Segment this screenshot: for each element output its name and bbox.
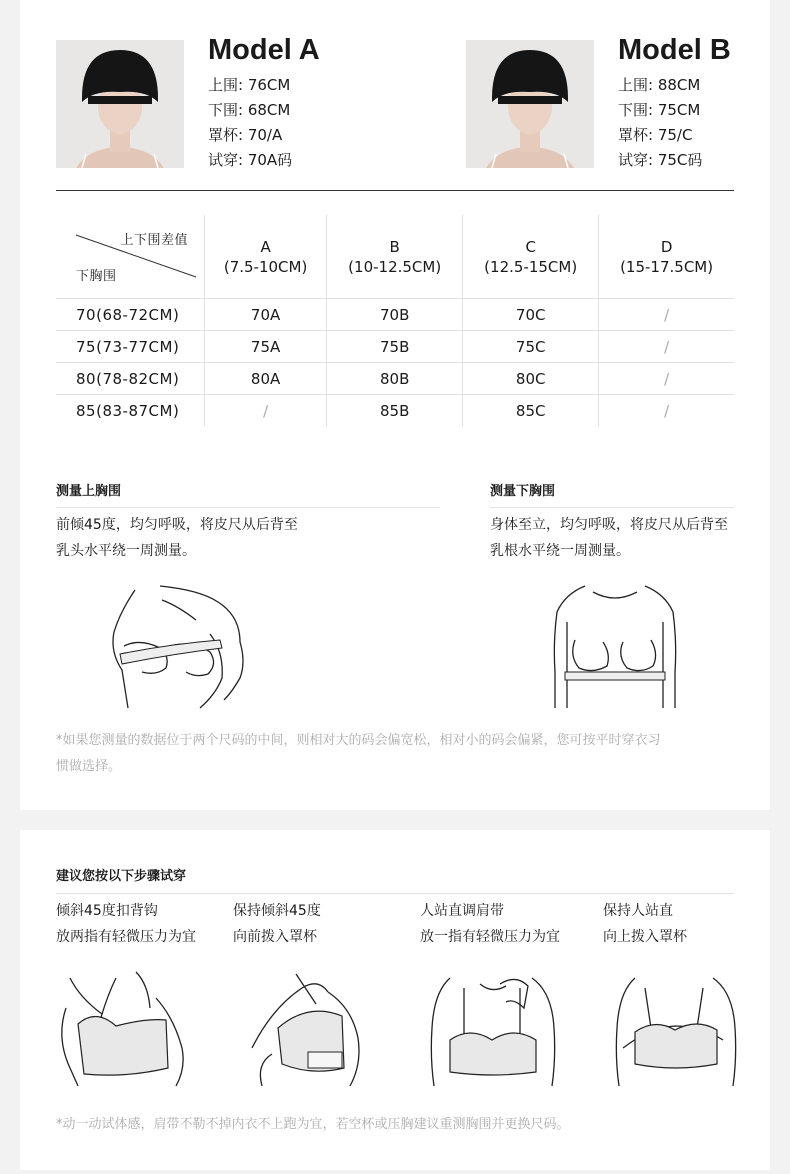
table-cell: 70C [463, 299, 599, 331]
col-b-range: (10-12.5CM) [348, 257, 442, 276]
model-b-upper: 上围: 88CM [618, 76, 701, 94]
step-2-illustration [232, 968, 372, 1088]
model-a-photo [56, 40, 184, 168]
table-cell: / [599, 363, 734, 395]
model-a-upper: 上围: 76CM [208, 76, 291, 94]
size-table-corner [56, 215, 205, 299]
step-4-line-1: 保持人站直 [603, 903, 673, 919]
table-cell: 85B [327, 395, 463, 427]
measure-note [56, 728, 746, 780]
model-a-fit: 试穿: 70A码 [208, 151, 293, 169]
table-cell: / [599, 331, 734, 363]
steps-divider [56, 893, 734, 894]
step-2-line-2: 向前拨入罩杯 [233, 929, 317, 945]
table-cell: 75A [205, 331, 327, 363]
step-4-illustration [605, 968, 745, 1088]
step-2-line-1: 保持倾斜45度 [233, 903, 321, 919]
step-3-text [420, 898, 560, 950]
table-row [56, 363, 734, 395]
col-b-letter: B [389, 237, 400, 256]
col-d-letter: D [660, 237, 673, 256]
table-cell: 70B [327, 299, 463, 331]
size-table-header [56, 215, 734, 299]
col-header-d [599, 215, 734, 299]
step-3-illustration [420, 968, 570, 1088]
model-b-under: 下围: 75CM [618, 101, 701, 119]
table-cell: 85C [463, 395, 599, 427]
model-b-fit: 试穿: 75C码 [618, 151, 703, 169]
step-1-line-2: 放两指有轻微压力为宜 [56, 929, 196, 945]
model-a-cup: 罩杯: 70/A [208, 126, 283, 144]
model-b-photo [466, 40, 594, 168]
row-label: 75(73-77CM) [56, 331, 205, 363]
step-1-text [56, 898, 196, 950]
col-header-a [205, 215, 327, 299]
size-guide-card [20, 0, 770, 810]
steps-title: 建议您按以下步骤试穿 [56, 869, 187, 884]
upper-measure-divider [56, 507, 440, 508]
step-1-line-1: 倾斜45度扣背钩 [56, 903, 158, 919]
try-on-steps-card [20, 830, 770, 1170]
model-b-cup: 罩杯: 75/C [618, 126, 693, 144]
steps-note: *动一动试体感，肩带不勒不掉内衣不上跑为宜，若空杯或压胸建议重测胸围并更换尺码。 [56, 1117, 570, 1132]
under-bust-illustration [545, 582, 685, 710]
step-1-illustration [56, 968, 196, 1088]
lower-measure-divider [490, 507, 734, 508]
table-row [56, 395, 734, 427]
col-a-range: (7.5-10CM) [223, 257, 308, 276]
step-3-line-1: 人站直调肩带 [420, 903, 504, 919]
col-header-c [463, 215, 599, 299]
model-b-name: Model B [618, 34, 731, 66]
table-row [56, 299, 734, 331]
lower-measure-desc-2: 乳根水平绕一周测量。 [490, 543, 630, 559]
col-header-b [327, 215, 463, 299]
lower-measure-title: 测量下胸围 [490, 484, 556, 499]
upper-measure-desc-2: 乳头水平绕一周测量。 [56, 543, 196, 559]
corner-top-label: 上下围差值 [120, 233, 188, 248]
col-a-letter: A [260, 237, 271, 256]
step-3-line-2: 放一指有轻微压力为宜 [420, 929, 560, 945]
table-cell: / [599, 395, 734, 427]
table-cell: 80B [327, 363, 463, 395]
corner-bottom-label: 下胸围 [76, 269, 117, 284]
col-c-letter: C [525, 237, 536, 256]
measure-note-line-1: *如果您测量的数据位于两个尺码的中间，则相对大的码会偏宽松，相对小的码会偏紧，您可按平时穿衣习 [56, 733, 661, 748]
size-table [56, 215, 734, 426]
row-label: 70(68-72CM) [56, 299, 205, 331]
step-4-line-2: 向上拨入罩杯 [603, 929, 687, 945]
row-label: 80(78-82CM) [56, 363, 205, 395]
col-d-range: (15-17.5CM) [620, 257, 714, 276]
upper-bust-illustration [100, 582, 260, 710]
table-cell: 80C [463, 363, 599, 395]
table-cell: 80A [205, 363, 327, 395]
table-row [56, 331, 734, 363]
upper-measure-desc-1: 前倾45度，均匀呼吸，将皮尺从后背至 [56, 517, 298, 533]
model-divider [56, 190, 734, 191]
table-cell: / [599, 299, 734, 331]
table-cell: 75C [463, 331, 599, 363]
table-cell: 70A [205, 299, 327, 331]
model-a-name: Model A [208, 34, 320, 66]
step-2-text [233, 898, 321, 950]
table-cell: 75B [327, 331, 463, 363]
step-4-text [603, 898, 687, 950]
col-c-range: (12.5-15CM) [484, 257, 578, 276]
measure-note-line-2: 惯做选择。 [56, 759, 122, 774]
model-a-under: 下围: 68CM [208, 101, 291, 119]
lower-measure-desc-1: 身体至立，均匀呼吸，将皮尺从后背至 [490, 517, 728, 533]
table-cell: / [205, 395, 327, 427]
row-label: 85(83-87CM) [76, 401, 180, 420]
upper-measure-title: 测量上胸围 [56, 484, 122, 499]
